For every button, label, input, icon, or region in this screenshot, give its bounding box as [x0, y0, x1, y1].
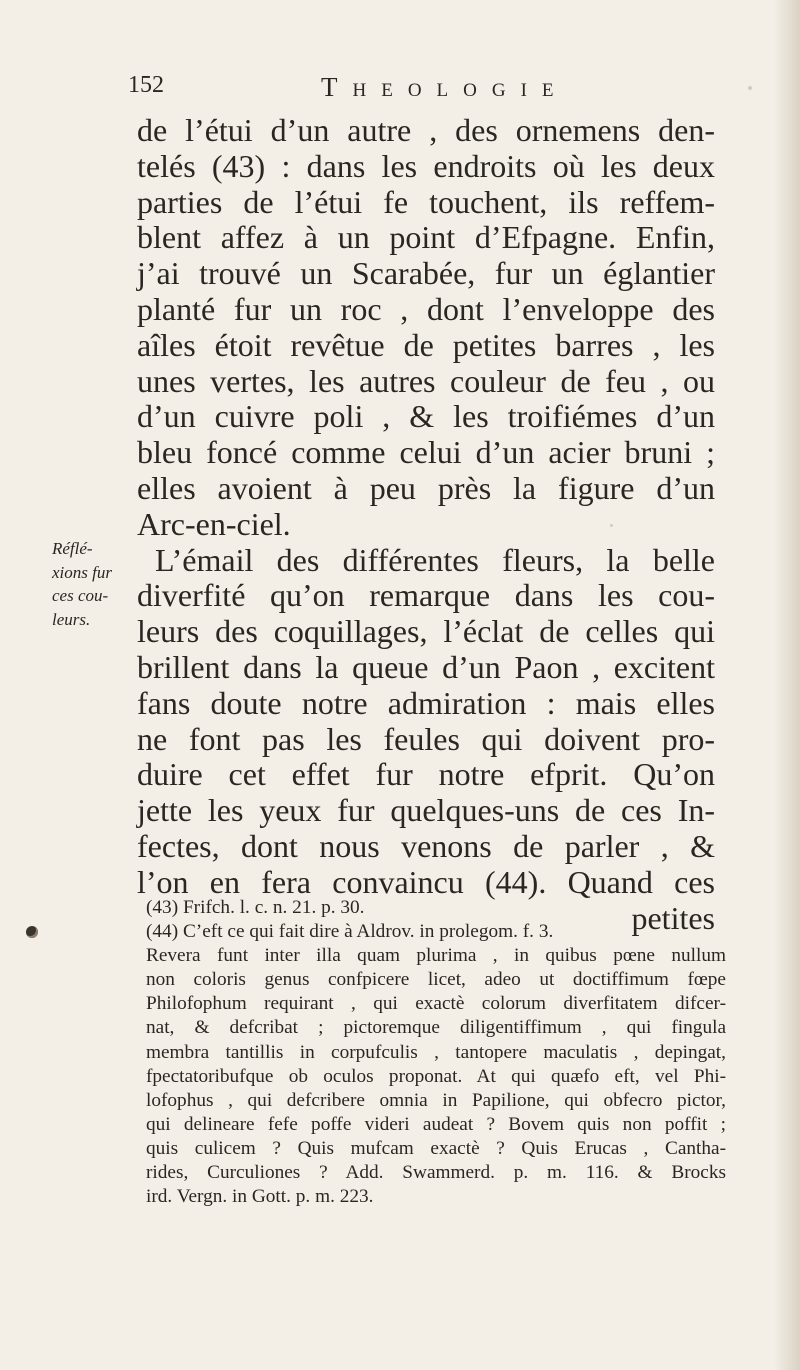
paper-speck [610, 524, 613, 527]
text-line: fectes, dont nous venons de parler , & [137, 827, 715, 864]
margin-note-line: leurs. [52, 610, 91, 630]
text-line: l’on en fera convaincu (44). Quand ces [137, 863, 715, 900]
footnotes [146, 896, 726, 1209]
margin-note-line: Réflé- [52, 539, 93, 558]
margin-note-line: xions fur [52, 562, 112, 582]
body-text [137, 113, 715, 936]
text-line: ne font pas les feules qui doivent pro- [137, 720, 715, 757]
text-line: brillent dans la queue d’un Paon , excitent [137, 648, 715, 685]
text-line: elles avoient à peu près la figure d’un [137, 469, 715, 506]
footnote-line: fpectatoribufque ob oculos proponat. At qui quæfo eft, vel Phi- [146, 1065, 726, 1087]
running-head [128, 72, 708, 112]
text-line: duire cet effet fur notre efprit. Qu’on [137, 756, 715, 793]
footnote-line: ird. Vergn. in Gott. p. m. 223. [146, 1186, 374, 1208]
text-line: aîles étoit revêtue de petites barres , les [137, 326, 715, 363]
footnote-line: lofophus , qui defcribere omnia in Papilione, qui obfecro pictor, [146, 1089, 726, 1111]
text-line: d’un cuivre poli , & les troifiémes d’un [137, 398, 715, 435]
footnote-line: Philofophum requirant , qui exactè colorum diverfitatem difcer- [146, 993, 726, 1015]
page-edge-shadow [774, 0, 800, 1370]
paper-speck [748, 86, 752, 90]
text-line: planté fur un roc , dont l’enveloppe des [137, 290, 715, 327]
footnote-line: qui delineare fefe poffe videri audeat ? Bovem quis non poffit ; [146, 1113, 726, 1135]
text-line: unes vertes, les autres couleur de feu , ou [137, 362, 715, 399]
text-line: leurs des coquillages, l’éclat de celles qui [137, 613, 715, 650]
footnote-line: (44) C’eft ce qui fait dire à Aldrov. in prolegom. f. 3. [146, 921, 554, 943]
catchword: petites [631, 899, 715, 936]
footnote-line: membra tantillis in corpufculis , tantopere maculatis , depingat, [146, 1041, 726, 1063]
running-title: Theologie [321, 72, 569, 102]
footnote-line: (43) Frifch. l. c. n. 21. p. 30. [146, 897, 365, 918]
ink-blot-icon [26, 926, 38, 938]
text-line: blent affez à un point d’Efpagne. Enfin, [137, 219, 715, 256]
margin-note [52, 537, 132, 632]
text-line: bleu foncé comme celui d’un acier bruni ; [137, 434, 715, 471]
margin-note-line: ces cou- [52, 586, 109, 606]
footnote-line: nat, & defcribat ; pictoremque diligentiffimum , qui fingula [146, 1017, 726, 1039]
text-line: j’ai trouvé un Scarabée, fur un églantier [137, 255, 715, 292]
footnote-line: quis culicem ? Quis mufcam exactè ? Quis Erucas , Cantha- [146, 1137, 726, 1159]
text-line: de l’étui d’un autre , des ornemens den- [137, 112, 715, 148]
footnote-line: non coloris genus confpicere licet, adeo ut doctiffimum fœpe [146, 969, 726, 991]
text-line: Arc-en-ciel. [137, 505, 291, 542]
text-line: diverfité qu’on remarque dans les cou- [137, 577, 715, 614]
page-number: 152 [128, 72, 164, 98]
text-line: jette les yeux fur quelques-uns de ces In- [137, 792, 715, 829]
text-line: fans doute notre admiration : mais elles [137, 684, 715, 721]
paragraph-start-line: L’émail des différentes fleurs, la belle [155, 541, 715, 578]
text-line: telés (43) : dans les endroits où les deux [137, 147, 715, 184]
text-line: parties de l’étui fe touchent, ils reffem- [137, 183, 715, 220]
footnote-line: Revera funt inter illa quam plurima , in quibus pœne nullum [146, 945, 726, 967]
footnote-line: rides, Curculiones ? Add. Swammerd. p. m. 116. & Brocks [146, 1162, 726, 1184]
